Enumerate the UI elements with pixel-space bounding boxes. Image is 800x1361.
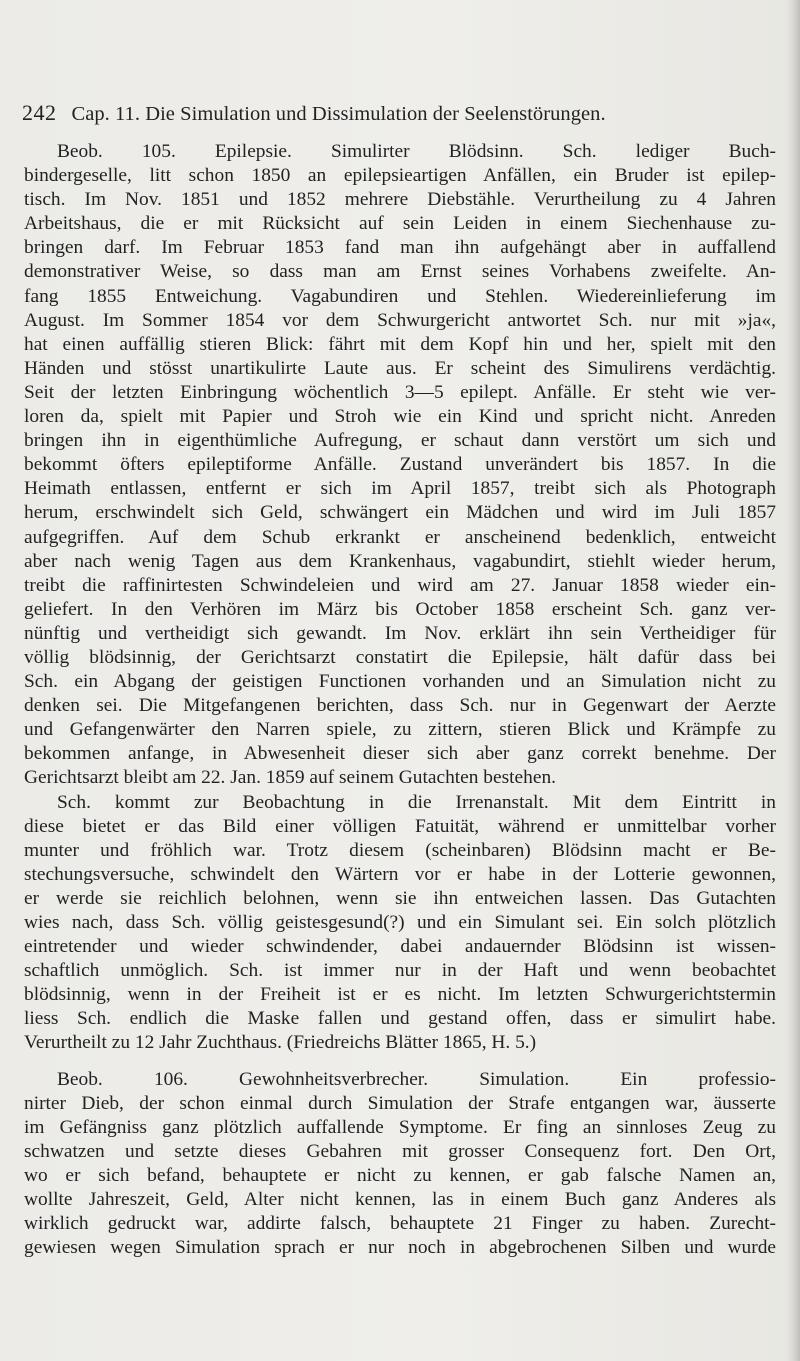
text-line: geliefert. In den Verhören im März bis October 1858 erscheint Sch. ganz ver- bbox=[24, 598, 776, 620]
text-line: gewiesen wegen Simulation sprach er nur noch in abgebrochenen Silben und wurde bbox=[24, 1237, 776, 1259]
text-line: Beob. 105. Epilepsie. Simulirter Blödsinn. Sch. lediger Buch- bbox=[57, 141, 776, 162]
page-edge-shadow bbox=[786, 0, 800, 1361]
text-line: August. Im Sommer 1854 vor dem Schwurgericht antwortet Sch. nur mit »ja«, bbox=[24, 309, 776, 331]
text-line: im Gefängniss ganz plötzlich auffallende Symptome. Er fing an sinnloses Zeug zu bbox=[24, 1116, 776, 1138]
text-line: treibt die raffinirtesten Schwindeleien und wird am 27. Januar 1858 wieder ein- bbox=[24, 574, 776, 596]
text-line: Heimath entlassen, entfernt er sich im April 1857, treibt sich als Photograph bbox=[24, 478, 776, 500]
paragraph-gap bbox=[24, 1056, 776, 1068]
body-text bbox=[24, 140, 776, 1260]
text-line: wies nach, dass Sch. völlig geistesgesund(?) und ein Simulant sei. Ein solch plötzlich bbox=[24, 912, 776, 933]
text-line: aber nach wenig Tagen aus dem Krankenhaus, vagabundirt, stiehlt wieder herum, bbox=[24, 550, 776, 572]
text-line: herum, erschwindelt sich Geld, schwängert ein Mädchen und wird im Juli 1857 bbox=[24, 502, 776, 524]
text-line: blödsinnig, wenn in der Freiheit ist er es nicht. Im letzten Schwurgerichtstermin bbox=[24, 984, 776, 1006]
text-line: schaftlich unmöglich. Sch. ist immer nur in der Haft und wenn beobachtet bbox=[24, 960, 776, 982]
text-line: schwatzen und setzte dieses Gebahren mit grosser Consequenz fort. Den Ort, bbox=[24, 1140, 776, 1162]
text-line: wo er sich befand, behauptete er nicht zu kennen, er gab falsche Namen an, bbox=[24, 1164, 776, 1186]
text-line: bringen ihn in eigenthümliche Aufregung, er schaut dann verstört um sich und bbox=[24, 430, 776, 452]
text-line: wirklich gedruckt war, addirte falsch, behauptete 21 Finger zu haben. Zurecht- bbox=[24, 1213, 776, 1235]
text-line: nirter Dieb, der schon einmal durch Simulation der Strafe entgangen war, äusserte bbox=[24, 1092, 776, 1114]
paragraph-beob-105 bbox=[24, 140, 776, 791]
text-line: fang 1855 Entweichung. Vagabundiren und Stehlen. Wiedereinlieferung im bbox=[24, 285, 776, 307]
text-line: munter und fröhlich war. Trotz diesem (scheinbaren) Blödsinn macht er Be- bbox=[24, 839, 776, 861]
paragraph-beob-105-continued bbox=[24, 791, 776, 1056]
text-line: nünftig und vertheidigt sich gewandt. Im Nov. erklärt ihn sein Vertheidiger für bbox=[24, 622, 776, 644]
text-line: liess Sch. endlich die Maske fallen und gestand offen, dass er simulirt habe. bbox=[24, 1008, 776, 1030]
paragraph-beob-106 bbox=[24, 1068, 776, 1261]
text-line: Händen und stösst unartikulirte Laute aus. Er scheint des Simulirens verdächtig. bbox=[24, 357, 776, 379]
text-line: er werde sie reichlich belohnen, wenn sie ihn entweichen lassen. Das Gutachten bbox=[24, 887, 776, 909]
text-line: Verurtheilt zu 12 Jahr Zuchthaus. (Friedreichs Blätter 1865, H. 5.) bbox=[24, 1032, 537, 1054]
text-line: bekommen anfange, in Abwesenheit dieser sich aber ganz correkt benehme. Der bbox=[24, 743, 776, 765]
text-line: Beob. 106. Gewohnheitsverbrecher. Simulation. Ein professio- bbox=[57, 1068, 776, 1090]
page-header bbox=[22, 100, 782, 140]
text-line: völlig blödsinnig, der Gerichtsarzt constatirt die Epilepsie, hält dafür dass bei bbox=[24, 646, 776, 668]
text-line: bindergeselle, litt schon 1850 an epilepsieartigen Anfällen, ein Bruder ist epilep- bbox=[24, 165, 776, 187]
text-line: loren da, spielt mit Papier und Stroh wie ein Kind und spricht nicht. Anreden bbox=[24, 406, 776, 428]
text-line: denken sei. Die Mitgefangenen berichten, dass Sch. nur in Gegenwart der Aerzte bbox=[24, 695, 776, 717]
text-line: diese bietet er das Bild einer völligen Fatuität, während er unmittelbar vorher bbox=[24, 815, 776, 837]
text-line: Sch. kommt zur Beobachtung in die Irrenanstalt. Mit dem Eintritt in bbox=[57, 791, 776, 813]
text-line: Gerichtsarzt bleibt am 22. Jan. 1859 auf seinem Gutachten bestehen. bbox=[24, 767, 556, 789]
text-line: wollte Jahreszeit, Geld, Alter nicht kennen, las in einem Buch ganz Anderes als bbox=[24, 1189, 776, 1211]
text-line: Sch. ein Abgang der geistigen Functionen vorhanden und an Simulation nicht zu bbox=[24, 671, 776, 693]
text-line: tisch. Im Nov. 1851 und 1852 mehrere Diebstähle. Verurtheilung zu 4 Jahren bbox=[24, 189, 776, 211]
text-line: stechungsversuche, schwindelt den Wärtern vor er habe in der Lotterie gewonnen, bbox=[24, 863, 776, 885]
text-line: hat einen auffällig stieren Blick: fährt mit dem Kopf hin und her, spielt mit den bbox=[24, 333, 776, 355]
text-line: aufgegriffen. Auf dem Schub erkrankt er anscheinend bedenklich, entweicht bbox=[24, 526, 776, 548]
text-line: bekommt öfters epileptiforme Anfälle. Zustand unverändert bis 1857. In die bbox=[24, 454, 776, 476]
text-line: und Gefangenwärter den Narren spiele, zu zittern, stieren Blick und Krämpfe zu bbox=[24, 719, 776, 741]
running-head: Cap. 11. Die Simulation und Dissimulation der Seelenstörungen. bbox=[71, 103, 606, 125]
page-number: 242 bbox=[22, 100, 57, 125]
text-line: bringen darf. Im Februar 1853 fand man ihn aufgehängt aber in auffallend bbox=[24, 237, 776, 259]
text-line: Arbeitshaus, die er mit Rücksicht auf sein Leiden in einem Siechenhause zu- bbox=[24, 213, 776, 235]
text-line: demonstrativer Weise, so dass man am Ernst seines Vorhabens zweifelte. An- bbox=[24, 261, 776, 283]
text-line: eintretender und wieder schwindender, dabei andauernder Blödsinn ist wissen- bbox=[24, 936, 776, 958]
text-line: Seit der letzten Einbringung wöchentlich 3—5 epilept. Anfälle. Er steht wie ver- bbox=[24, 381, 776, 403]
